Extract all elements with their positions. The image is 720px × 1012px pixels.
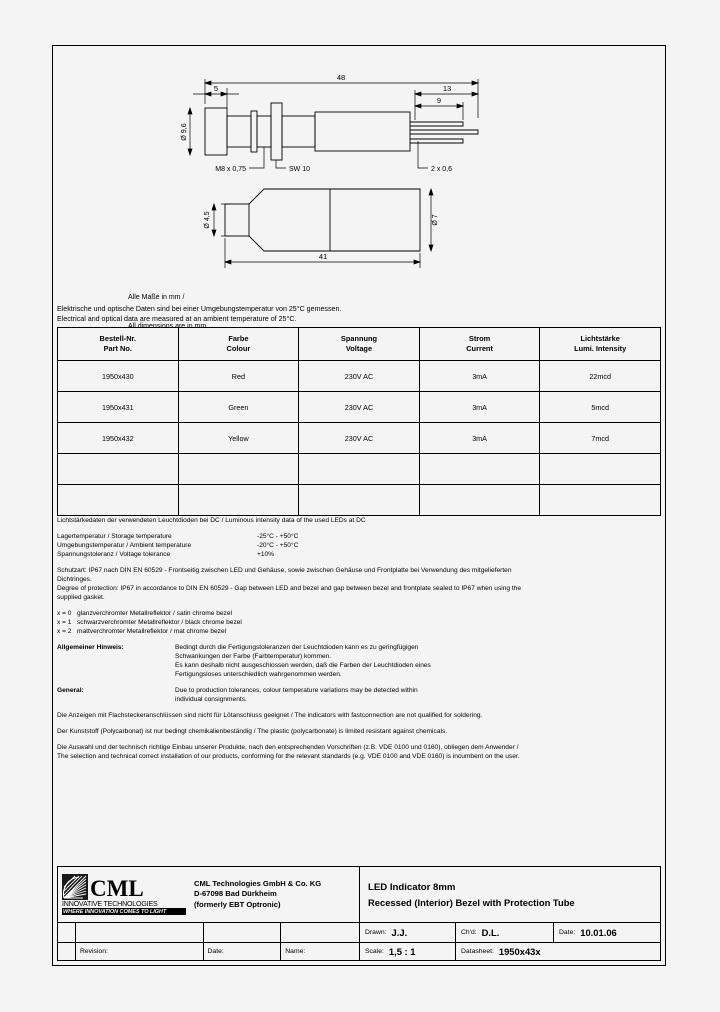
cell-intensity [540, 454, 661, 485]
bezel-option-1: x = 1 schwarzverchromter Metallreflektor / black chrome bezel [57, 619, 242, 626]
param-label: Lagertemperatur / Storage temperature [57, 533, 172, 540]
dim-thread: M8 x 0,75 [215, 166, 246, 173]
cell-colour [178, 485, 299, 516]
col-voltage [299, 328, 420, 361]
col-colour-de: Farbe [228, 333, 249, 343]
bezel-option-0: x = 0 glanzverchromter Metallreflektor / satin chrome bezel [57, 610, 232, 617]
product-title [360, 867, 660, 922]
revision-row-headers [58, 943, 359, 962]
metadata-row-1 [360, 923, 660, 943]
unit-note-de: Alle Maße in mm / [128, 294, 185, 301]
general-de-line-2: Es kann deshalb nicht ausgeschlossen werden, daß die Farben der Leuchtdioden eines [175, 662, 431, 669]
cell-part-no: 1950x430 [58, 361, 179, 392]
datasheet-field [456, 943, 660, 962]
cell-current [419, 485, 540, 516]
param-value: -20°C - +50°C [257, 542, 299, 549]
general-en-line-0: Due to production tolerances, colour temperature variations may be detected within [175, 687, 418, 694]
col-voltage-en: Voltage [345, 344, 373, 353]
col-part-no-de: Bestell-Nr. [99, 333, 137, 343]
col-part-no-en: Part No. [103, 344, 132, 353]
cell-voltage [299, 485, 420, 516]
date-field [554, 923, 660, 942]
drawn-value: J.J. [391, 926, 408, 938]
revision-desc-cell [76, 923, 204, 942]
company-former: (formerly EBT Optronic) [194, 899, 281, 909]
general-note-de-label: Allgemeiner Hinweis: [57, 644, 124, 651]
col-voltage-de: Spannung [340, 333, 378, 343]
col-intensity-en: Lumi. Intensity [574, 344, 627, 353]
col-colour-en: Colour [226, 344, 251, 353]
general-note-de [57, 643, 663, 679]
product-title-line1: LED Indicator 8mm [368, 881, 456, 893]
measurement-note [57, 304, 341, 324]
table-row [58, 361, 661, 392]
drawn-label: Drawn: [365, 928, 387, 936]
dim-total-length: 48 [336, 73, 346, 82]
dim-bezel-depth: 5 [213, 84, 219, 93]
checked-field [456, 923, 554, 942]
table-row [58, 392, 661, 423]
dim-front-diameter: Ø 9,6 [179, 123, 188, 141]
table-row [58, 423, 661, 454]
general-de-line-0: Bedingt durch die Fertigungstoleranzen der Leuchtdioden kann es zu geringfügigen [175, 644, 419, 651]
cell-intensity: 5mcd [540, 392, 661, 423]
note-protection-en-1: Degree of protection: IP67 in accordance to DIN EN 60529 - Gap between LED and bezel and gap between bezel and frontplate sealed to IP67 when using the [57, 585, 522, 592]
title-block [57, 866, 661, 961]
checked-label: Ch'd: [461, 928, 477, 936]
datasheet-value: 1950x43x [498, 946, 541, 958]
general-en-line-1: individual consignments. [175, 696, 247, 703]
note-standards-en: The selection and technical correct installation of our products, conforming for the relevant standards (e.g. VDE 0100 and VDE 0160) is incumbent on the user. [57, 753, 520, 760]
general-de-line-3: Fertigungsloses unterschiedlich wahrgenommen werden. [175, 671, 342, 678]
datasheet-label: Datasheet: [461, 948, 494, 956]
company-logo [58, 867, 188, 922]
cell-voltage: 230V AC [299, 361, 420, 392]
col-current [419, 328, 540, 361]
param-storage-temperature [57, 532, 663, 541]
bezel-option-2: x = 2 mattverchromter Metallreflektor / mat chrome bezel [57, 628, 227, 635]
general-note-de-body [175, 643, 663, 679]
table-header-row [58, 328, 661, 361]
company-name: CML Technologies GmbH & Co. KG [194, 878, 322, 888]
revision-label: Revision: [76, 943, 204, 962]
cell-voltage [299, 454, 420, 485]
cell-intensity: 22mcd [540, 361, 661, 392]
logo-subtitle: INNOVATIVE TECHNOLOGIES [62, 900, 186, 909]
param-value: -25°C - +50°C [257, 533, 299, 540]
note-soldering: Die Anzeigen mit Flachsteckeranschlüssen sind nicht für Lötanschluss geeignet / The indicators with fastconnection are not qualified for soldering. [57, 712, 483, 719]
scale-field [360, 943, 456, 962]
dim-tube-length: 41 [318, 252, 328, 261]
measurement-note-en: Electrical and optical data are measured at an ambient temperature of 25°C. [57, 315, 297, 323]
scale-value: 1,5 : 1 [388, 946, 416, 958]
param-ambient-temperature [57, 541, 663, 550]
cell-voltage: 230V AC [299, 392, 420, 423]
metadata-table [360, 923, 660, 961]
cell-voltage: 230V AC [299, 423, 420, 454]
drawing-svg [53, 46, 665, 296]
col-colour [178, 328, 299, 361]
scale-label: Scale: [365, 948, 384, 956]
cell-part-no: 1950x432 [58, 423, 179, 454]
param-label: Spannungstoleranz / Voltage tolerance [57, 551, 171, 558]
title-block-bottom [58, 923, 660, 961]
sunburst-logo-icon [62, 874, 88, 900]
company-city: D-67098 Bad Dürkheim [194, 889, 277, 899]
unit-note-en: All dimensions are in mm [128, 322, 207, 330]
dim-tab-13: 13 [442, 84, 452, 93]
specification-table [57, 327, 661, 516]
dim-tube-small-diameter: Ø 4,5 [204, 211, 211, 229]
revision-date-label: Date: [204, 943, 282, 962]
drawn-field [360, 923, 456, 942]
dim-tab-9: 9 [436, 96, 442, 105]
general-de-line-1: Schwankungen der Farbe (Farbtemperatur) kommen. [175, 653, 332, 660]
col-current-de: Strom [468, 333, 491, 343]
cell-colour [178, 454, 299, 485]
product-title-line2: Recessed (Interior) Bezel with Protection Tube [368, 896, 575, 908]
revision-index-cell [58, 923, 76, 942]
note-standards-de: Die Auswahl und der technisch richtige Einbau unserer Produkte, nach den entsprechenden Vorschriften (z.B. VDE 0100 und 0160), obliegen dem Anwender / [57, 744, 519, 751]
notes-section [57, 516, 663, 761]
revision-date-cell [204, 923, 282, 942]
general-note-en-body [175, 686, 663, 704]
title-block-top [58, 867, 660, 923]
cell-current: 3mA [419, 361, 540, 392]
general-note-en [57, 686, 663, 704]
company-address [188, 867, 360, 922]
revision-table [58, 923, 360, 961]
revision-index-header [58, 943, 76, 962]
note-protection-en-2: supplied gasket. [57, 594, 105, 601]
cell-intensity [540, 485, 661, 516]
cell-part-no [58, 485, 179, 516]
cell-current [419, 454, 540, 485]
param-label: Umgebungstemperatur / Ambient temperature [57, 542, 192, 549]
param-value: +10% [257, 551, 275, 558]
table-row [58, 485, 661, 516]
cell-colour: Yellow [178, 423, 299, 454]
logo-wordmark: CML [90, 876, 144, 901]
cell-colour: Red [178, 361, 299, 392]
cell-current: 3mA [419, 423, 540, 454]
revision-name-label: Name: [285, 948, 306, 956]
drawing-sheet [52, 45, 666, 966]
col-part-no [58, 328, 179, 361]
dim-wrench: SW 10 [289, 166, 311, 173]
note-led-dc: Lichtstärkedaten der verwendeten Leuchtdioden bei DC / Luminous intensity data of the used LEDs at DC [57, 517, 366, 524]
param-voltage-tolerance [57, 550, 663, 559]
cell-part-no [58, 454, 179, 485]
note-plastic: Der Kunststoff (Polycarbonat) ist nur bedingt chemikalienbeständig / The plastic (polycarbonate) is limited resistant against chemicals. [57, 728, 448, 735]
date-value: 10.01.06 [580, 926, 617, 938]
cell-current: 3mA [419, 392, 540, 423]
col-intensity-de: Lichtstärke [580, 333, 620, 343]
date-label: Date: [559, 928, 576, 936]
revision-name-cell [281, 923, 359, 942]
table-row [58, 454, 661, 485]
dim-tube-large-diameter: Ø 7 [432, 214, 439, 226]
logo-tagline: WHERE INNOVATION COMES TO LIGHT [62, 909, 186, 915]
measurement-note-de: Elektrische und optische Daten sind bei einer Umgebungstemperatur von 25°C gemessen. [57, 305, 342, 313]
col-intensity [540, 328, 661, 361]
metadata-row-2 [360, 943, 660, 962]
note-protection-de-1: Schutzart: IP67 nach DIN EN 60529 - Frontseitig zwischen LED und Gehäuse, sowie zwischen Gehäuse und Frontplatte bei Verwendung des mitgelieferten [57, 567, 512, 574]
cell-intensity: 7mcd [540, 423, 661, 454]
cell-colour: Green [178, 392, 299, 423]
checked-value: D.L. [481, 926, 500, 938]
col-current-en: Current [466, 344, 493, 353]
note-protection-de-2: Dichtringes. [57, 576, 92, 583]
general-note-en-label: General: [57, 687, 84, 694]
revision-row-empty [58, 923, 359, 943]
cell-part-no: 1950x431 [58, 392, 179, 423]
dim-terminal: 2 x 0,6 [431, 166, 453, 173]
